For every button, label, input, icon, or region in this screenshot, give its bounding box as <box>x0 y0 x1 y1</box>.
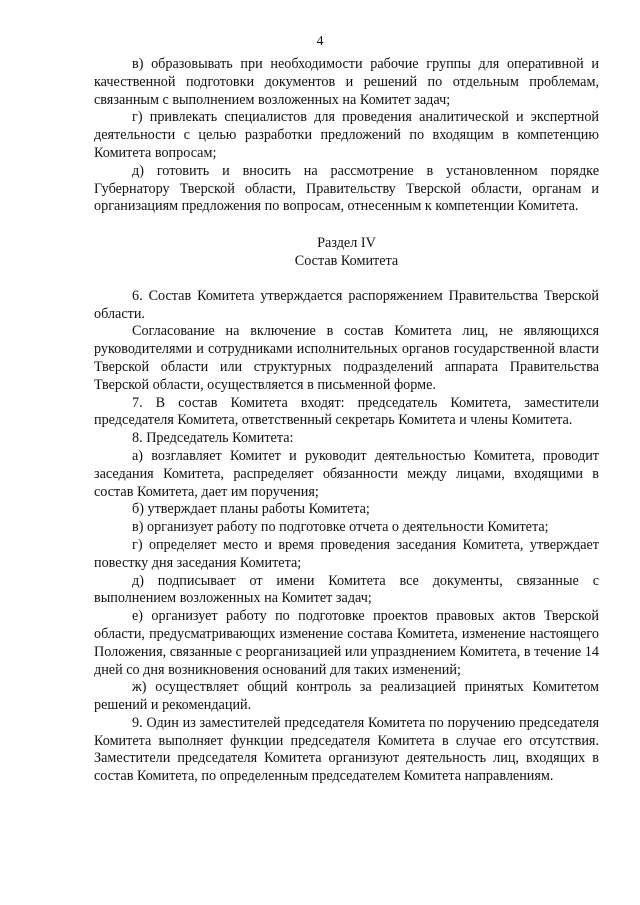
paragraph-8-chairman: 8. Председатель Комитета: <box>132 430 294 447</box>
paragraph-approval: Согласование на включение в состав Комитета лиц, не являющихся руководителями и сотрудниками исполнительных органов государственной власти Тверской области или структурных подразделений аппарата Правительства Тверской области, осуществляется в письменной форме. <box>94 323 599 393</box>
paragraph-8a: а) возглавляет Комитет и руководит деятельностью Комитета, проводит заседания Комитета, распределяет обязанности между лицами, входящими в состав Комитета, дает им поручения; <box>94 447 599 500</box>
paragraph-7-members: 7. В состав Комитета входят: председатель Комитета, заместители председателя Комитета, ответственный секретарь Комитета и члены Комитета. <box>94 394 599 429</box>
paragraph-d-proposals: д) готовить и вносить на рассмотрение в установленном порядке Губернатору Тверской области, Правительству Тверской области, органам и организациям предложения по вопросам, отнесенным к компетенции Комитета. <box>94 162 599 215</box>
paragraph-8d: д) подписывает от имени Комитета все документы, связанные с выполнением возложенных на Комитет задач; <box>94 572 599 607</box>
paragraph-v-working-groups: в) образовывать при необходимости рабочие группы для оперативной и качественной подготовки документов и решений по отдельным проблемам, связанным с выполнением возложенных на Комитет задач; <box>94 56 599 108</box>
page-number: 4 <box>316 34 324 49</box>
paragraph-g-specialists: г) привлекать специалистов для проведения аналитической и экспертной деятельности с целью разработки предложений по входящим в компетенцию Комитета вопросам; <box>94 109 599 161</box>
document-body <box>94 56 599 786</box>
section-number: Раздел IV <box>317 235 376 252</box>
section-spacer <box>94 216 599 235</box>
paragraph-8zh: ж) осуществляет общий контроль за реализацией принятых Комитетом решений и рекомендаций. <box>94 679 599 714</box>
paragraph-9-deputy: 9. Один из заместителей председателя Комитета по поручению председателя Комитета выполняет функции председателя Комитета в случае его отсутствия. Заместители председателя Комитета организуют деятельность лиц, входящих в состав Комитета, по определенным председателем Комитета направлениям. <box>94 714 599 785</box>
paragraph-8b: б) утверждает планы работы Комитета; <box>132 501 370 518</box>
paragraph-6-composition: 6. Состав Комитета утверждается распоряжением Правительства Тверской области. <box>94 287 599 322</box>
section-title: Состав Комитета <box>294 252 399 269</box>
paragraph-8v: в) организует работу по подготовке отчета о деятельности Комитета; <box>132 519 549 536</box>
paragraph-8g: г) определяет место и время проведения заседания Комитета, утверждает повестку дня заседания Комитета; <box>94 536 599 571</box>
section-spacer <box>94 271 599 288</box>
paragraph-8e: е) организует работу по подготовке проектов правовых актов Тверской области, предусматривающих изменение состава Комитета, изменение настоящего Положения, связанные с реорганизацией или упразднением Комитета, в течение 14 дней со дня возникновения оснований для таких изменений; <box>94 608 599 678</box>
